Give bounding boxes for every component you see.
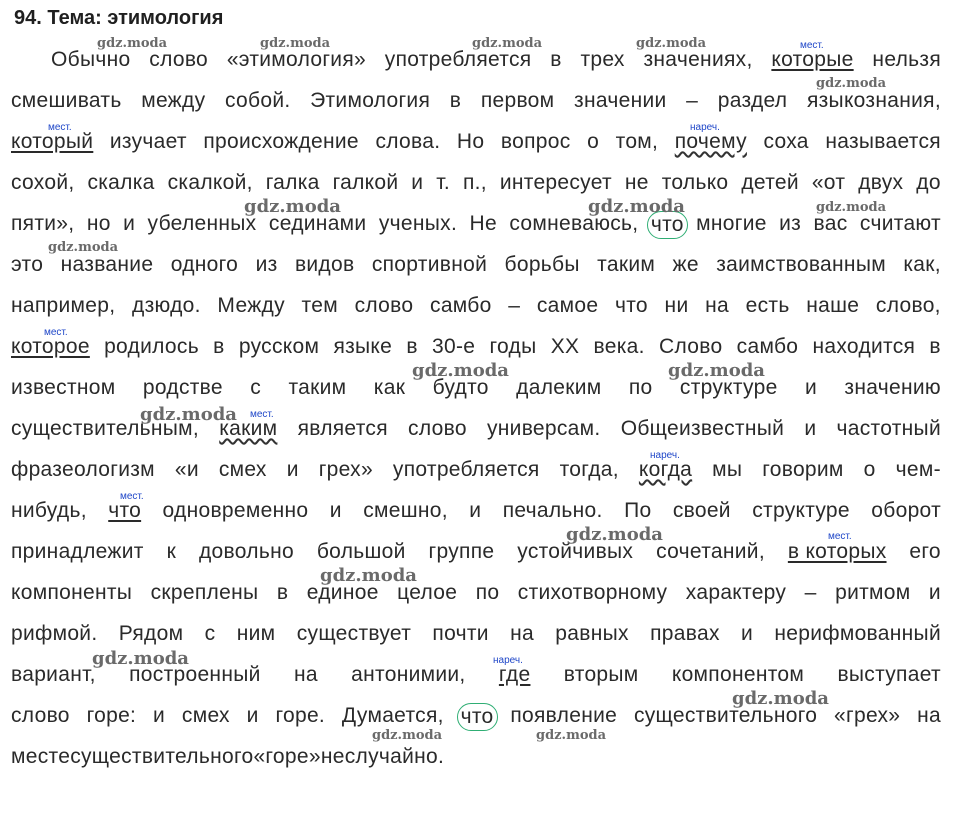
word: случайно.: [344, 745, 445, 768]
word: частотный: [836, 417, 941, 440]
word: и: [153, 704, 166, 727]
word: в: [213, 335, 225, 358]
word: по: [475, 581, 500, 604]
word: интересует: [499, 171, 612, 194]
word: Думается,: [341, 704, 444, 727]
word: нерифмованный: [774, 622, 941, 645]
word: годы: [489, 335, 537, 358]
word: своей: [672, 499, 731, 522]
word: большой: [316, 540, 406, 563]
word: собой.: [225, 89, 291, 112]
word: на: [293, 663, 318, 686]
pos-tag-pronoun: мест.: [250, 409, 274, 420]
pos-tag-pronoun: мест.: [48, 122, 72, 133]
watermark: gdz.moda: [244, 196, 341, 217]
word: находится: [812, 335, 916, 358]
pos-tag-pronoun: мест.: [828, 531, 852, 542]
text-line: [11, 252, 941, 278]
word: смешивать: [11, 89, 122, 112]
word: из: [255, 253, 278, 276]
word: слово: [11, 704, 70, 727]
word: спортивной: [371, 253, 488, 276]
watermark: gdz.moda: [668, 360, 765, 381]
word: устойчивых: [517, 540, 634, 563]
word: сединами: [268, 212, 367, 235]
text-line: [11, 457, 941, 483]
word: принадлежит: [11, 540, 144, 563]
word: на: [510, 622, 534, 645]
text-line: [11, 621, 941, 647]
word: п.,: [462, 171, 487, 194]
word: стихотворному: [517, 581, 668, 604]
word: печально.: [502, 499, 603, 522]
word: горе.: [275, 704, 326, 727]
word: двух: [858, 171, 904, 194]
word: например,: [11, 294, 116, 317]
text-line: [11, 334, 941, 360]
word: языкознания,: [806, 89, 941, 112]
word: ним: [236, 622, 276, 645]
word: трех: [580, 48, 625, 71]
word: не: [624, 171, 649, 194]
word: характеру: [685, 581, 787, 604]
word: самое: [536, 294, 599, 317]
word: далеким: [516, 376, 602, 399]
pos-tag-pronoun: мест.: [800, 40, 824, 51]
text-line: [11, 498, 941, 524]
word: –: [508, 294, 521, 317]
word: происхождение: [203, 130, 359, 153]
text-line: [11, 211, 941, 239]
word: значениях,: [643, 48, 753, 71]
word: дзюдо.: [132, 294, 201, 317]
word: к: [166, 540, 177, 563]
word: 30-е: [432, 335, 476, 358]
word: из: [779, 212, 802, 235]
word: вопрос: [500, 130, 571, 153]
word: о: [587, 130, 600, 153]
word: и: [741, 622, 754, 645]
word: месте: [11, 745, 71, 768]
word: и: [329, 499, 342, 522]
word: как: [373, 376, 406, 399]
word: структуре: [752, 499, 850, 522]
marked-word: что: [647, 211, 688, 239]
word: фразеологизм: [11, 458, 155, 481]
word: вторым: [563, 663, 639, 686]
word: «от: [811, 171, 846, 194]
word: родстве: [142, 376, 223, 399]
word: в: [550, 48, 562, 71]
word: как,: [903, 253, 941, 276]
word: галка: [265, 171, 320, 194]
watermark: gdz.moda: [536, 728, 607, 743]
word: группе: [428, 540, 495, 563]
marked-word: что: [108, 499, 142, 522]
word: его: [909, 540, 941, 563]
word: и: [123, 212, 136, 235]
word: скалка: [87, 171, 155, 194]
word: употребляется: [384, 48, 532, 71]
word: существует: [296, 622, 412, 645]
word: сочетаний,: [656, 540, 765, 563]
word: –: [804, 581, 817, 604]
word: и: [246, 704, 259, 727]
text-line: [11, 129, 941, 155]
word: структуре: [679, 376, 778, 399]
word: говорим: [762, 458, 844, 481]
word: в: [406, 335, 418, 358]
word: века.: [593, 335, 645, 358]
word: значению: [844, 376, 941, 399]
word: галкой: [332, 171, 399, 194]
exercise-title: 94. Тема: этимология: [14, 7, 224, 29]
word: выступает: [837, 663, 941, 686]
text-line: [11, 539, 941, 565]
word: в: [276, 581, 289, 604]
word: и: [804, 417, 817, 440]
word: единое: [306, 581, 379, 604]
marked-word: когда: [638, 458, 693, 481]
word: же: [672, 253, 699, 276]
word: мы: [712, 458, 743, 481]
word: значении: [574, 89, 667, 112]
watermark: gdz.moda: [472, 36, 543, 51]
word: XX: [550, 335, 580, 358]
word: построенный: [129, 663, 261, 686]
word: довольно: [199, 540, 294, 563]
word: убеленных: [147, 212, 257, 235]
word: нибудь,: [11, 499, 87, 522]
watermark: gdz.moda: [636, 36, 707, 51]
text-line: [11, 744, 941, 770]
watermark: gdz.moda: [97, 36, 168, 51]
word: многие: [696, 212, 767, 235]
word: универсам.: [486, 417, 601, 440]
word: в: [929, 335, 941, 358]
word: сохой,: [11, 171, 75, 194]
word: ритмом: [835, 581, 911, 604]
word: слово: [149, 48, 209, 71]
word: целое: [397, 581, 458, 604]
word: между: [141, 89, 206, 112]
word: существительным,: [11, 417, 200, 440]
word: рифмой.: [11, 622, 98, 645]
marked-word: которые: [771, 48, 854, 71]
word: слово: [408, 417, 467, 440]
word: т.: [436, 171, 450, 194]
word: родилось: [104, 335, 199, 358]
word: считают: [859, 212, 941, 235]
word: и: [928, 581, 941, 604]
word: самбо: [736, 335, 799, 358]
word: по: [628, 376, 653, 399]
marked-word: которое: [11, 335, 90, 358]
word: языке: [333, 335, 393, 358]
word: русском: [238, 335, 320, 358]
word: слово: [354, 294, 414, 317]
word: правах: [650, 622, 720, 645]
word: сомневаюсь,: [509, 212, 639, 235]
word: Общеизвестный: [620, 417, 785, 440]
word: Этимология: [310, 89, 431, 112]
word: вариант,: [11, 663, 96, 686]
word: тогда,: [559, 458, 619, 481]
word: не: [320, 745, 345, 768]
word: в: [449, 89, 462, 112]
word: смех: [218, 458, 267, 481]
word: Между: [217, 294, 285, 317]
word: смешно,: [363, 499, 448, 522]
word: и: [804, 376, 818, 399]
word: и: [286, 458, 299, 481]
watermark: gdz.moda: [320, 565, 417, 586]
word: –: [686, 89, 699, 112]
word: Но: [456, 130, 485, 153]
word: Слово: [659, 335, 723, 358]
word: название: [60, 253, 154, 276]
pos-tag-adverb: нареч.: [493, 655, 523, 666]
watermark: gdz.moda: [732, 688, 829, 709]
word: «этимология»: [226, 48, 366, 71]
word: появление: [510, 704, 618, 727]
watermark: gdz.moda: [816, 200, 887, 215]
pos-tag-pronoun: мест.: [120, 491, 144, 502]
word: компонентом: [671, 663, 805, 686]
word: что: [615, 294, 648, 317]
marked-word: в которых: [787, 540, 887, 563]
watermark: gdz.moda: [588, 196, 685, 217]
word: нельзя: [872, 48, 941, 71]
word: борьбы: [504, 253, 580, 276]
word: соха: [763, 130, 809, 153]
word: называется: [825, 130, 941, 153]
word: одновременно: [162, 499, 309, 522]
word: вас: [813, 212, 848, 235]
word: заимствованным: [716, 253, 886, 276]
word: это: [11, 253, 44, 276]
word: равных: [555, 622, 629, 645]
word: с: [204, 622, 216, 645]
word: будто: [432, 376, 489, 399]
marked-word: где: [498, 663, 531, 686]
word: самбо: [430, 294, 492, 317]
word: видов: [294, 253, 355, 276]
word: Не: [469, 212, 497, 235]
word: смех: [181, 704, 230, 727]
pos-tag-adverb: нареч.: [690, 122, 720, 133]
word: известном: [11, 376, 116, 399]
word: том,: [615, 130, 659, 153]
watermark: gdz.moda: [816, 76, 887, 91]
text-line: [11, 170, 941, 196]
word: Обычно: [51, 48, 131, 71]
word: тем: [301, 294, 338, 317]
word: скреплены: [150, 581, 259, 604]
word: скалкой,: [167, 171, 253, 194]
word: ученых.: [378, 212, 458, 235]
text-line: [11, 580, 941, 606]
word: с: [250, 376, 262, 399]
word: слова.: [375, 130, 441, 153]
watermark: gdz.moda: [412, 360, 509, 381]
word: По: [624, 499, 652, 522]
watermark: gdz.moda: [48, 240, 119, 255]
marked-word: что: [457, 703, 498, 731]
word: «горе»: [253, 745, 321, 768]
word: и: [411, 171, 424, 194]
word: чем-: [895, 458, 941, 481]
word: грех»: [318, 458, 373, 481]
word: о: [863, 458, 876, 481]
pos-tag-adverb: нареч.: [650, 450, 680, 461]
word: существительного: [70, 745, 254, 768]
word: является: [297, 417, 388, 440]
word: горе:: [86, 704, 137, 727]
word: ни: [664, 294, 689, 317]
text-line: [11, 88, 941, 114]
word: и: [469, 499, 482, 522]
pos-tag-pronoun: мест.: [44, 327, 68, 338]
text-line: [11, 293, 941, 319]
marked-word: который: [11, 130, 94, 153]
word: таким: [288, 376, 347, 399]
word: существительного: [633, 704, 818, 727]
watermark: gdz.moda: [140, 404, 237, 425]
word: оборот: [871, 499, 941, 522]
word: первом: [480, 89, 555, 112]
word: употребляется: [392, 458, 540, 481]
watermark: gdz.moda: [566, 524, 663, 545]
watermark: gdz.moda: [372, 728, 443, 743]
word: только: [661, 171, 729, 194]
word: на: [917, 704, 941, 727]
marked-word: каким: [219, 417, 278, 440]
word: изучает: [109, 130, 187, 153]
word: компоненты: [11, 581, 133, 604]
word: пяти»,: [11, 212, 75, 235]
watermark: gdz.moda: [260, 36, 331, 51]
word: слово,: [875, 294, 941, 317]
word: «грех»: [834, 704, 901, 727]
word: на: [705, 294, 730, 317]
word: детей: [741, 171, 799, 194]
word: есть: [745, 294, 790, 317]
marked-word: почему: [674, 130, 747, 153]
word: таким: [597, 253, 656, 276]
word: до: [916, 171, 941, 194]
word: антонимии,: [351, 663, 466, 686]
word: одного: [170, 253, 239, 276]
word: Рядом: [118, 622, 184, 645]
word: наше: [806, 294, 860, 317]
watermark: gdz.moda: [92, 648, 189, 669]
word: «и: [174, 458, 199, 481]
word: почти: [432, 622, 489, 645]
word: но: [86, 212, 111, 235]
word: раздел: [717, 89, 788, 112]
